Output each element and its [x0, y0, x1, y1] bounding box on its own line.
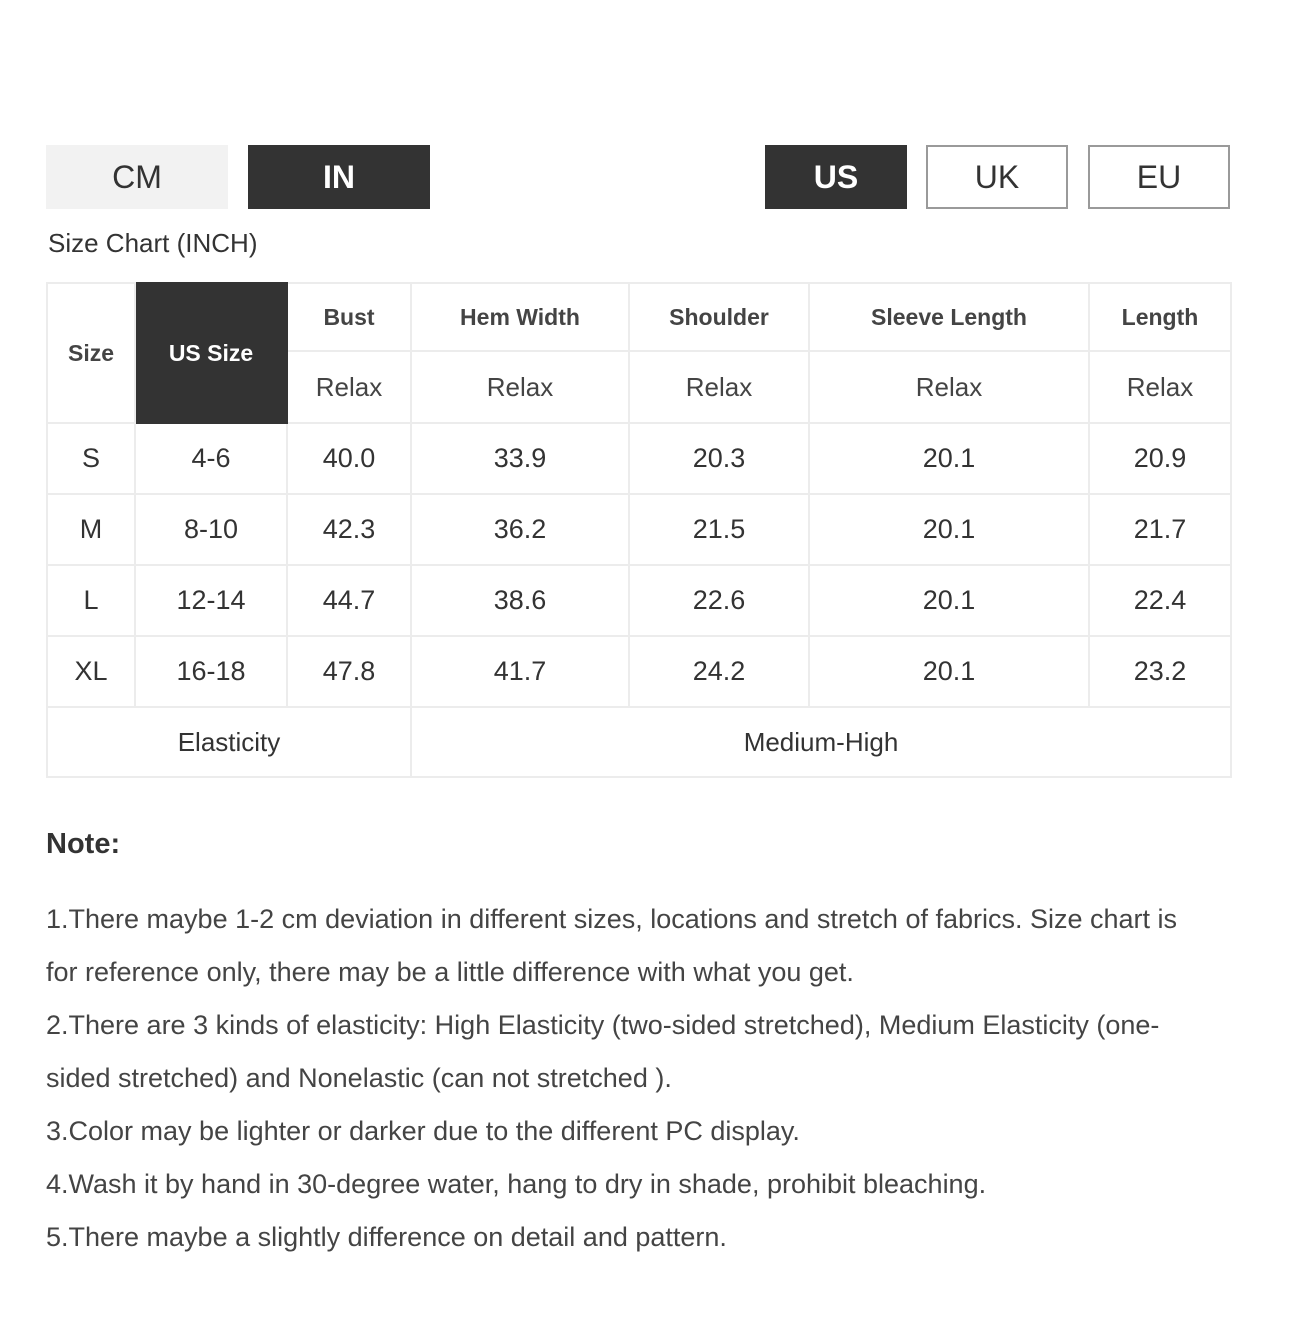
note-title: Note: [46, 828, 121, 860]
cell-hem-width: 36.2 [411, 494, 629, 565]
table-row [47, 423, 1231, 494]
cell-size: XL [47, 636, 135, 707]
region-eu-button[interactable]: EU [1088, 145, 1230, 209]
header-sleeve-length: Sleeve Length [809, 283, 1089, 351]
region-us-button[interactable]: US [765, 145, 907, 209]
cell-hem-width: 33.9 [411, 423, 629, 494]
table-row [47, 636, 1231, 707]
note-item: 3.Color may be lighter or darker due to the different PC display. [46, 1116, 800, 1146]
table-header-row [47, 283, 1231, 351]
cell-hem-width: 41.7 [411, 636, 629, 707]
notes-list [46, 893, 1206, 1264]
cell-us-size: 16-18 [135, 636, 287, 707]
cell-length: 21.7 [1089, 494, 1231, 565]
cell-sleeve-length: 20.1 [809, 565, 1089, 636]
fit-bust: Relax [287, 351, 411, 423]
fit-shoulder: Relax [629, 351, 809, 423]
cell-sleeve-length: 20.1 [809, 494, 1089, 565]
cell-shoulder: 22.6 [629, 565, 809, 636]
cell-bust: 40.0 [287, 423, 411, 494]
cell-shoulder: 20.3 [629, 423, 809, 494]
elasticity-value: Medium-High [411, 707, 1231, 777]
cell-bust: 47.8 [287, 636, 411, 707]
note-item: 4.Wash it by hand in 30-degree water, hang to dry in shade, prohibit bleaching. [46, 1169, 987, 1199]
region-uk-button[interactable]: UK [926, 145, 1068, 209]
cell-shoulder: 21.5 [629, 494, 809, 565]
header-shoulder: Shoulder [629, 283, 809, 351]
size-chart-title: Size Chart (INCH) [48, 228, 258, 258]
fit-hem-width: Relax [411, 351, 629, 423]
cell-shoulder: 24.2 [629, 636, 809, 707]
fit-sleeve-length: Relax [809, 351, 1089, 423]
header-bust: Bust [287, 283, 411, 351]
cell-us-size: 8-10 [135, 494, 287, 565]
header-hem-width: Hem Width [411, 283, 629, 351]
cell-size: S [47, 423, 135, 494]
header-size: Size [47, 283, 135, 423]
cell-bust: 42.3 [287, 494, 411, 565]
cell-us-size: 4-6 [135, 423, 287, 494]
table-row [47, 565, 1231, 636]
cell-sleeve-length: 20.1 [809, 423, 1089, 494]
cell-length: 20.9 [1089, 423, 1231, 494]
elasticity-label: Elasticity [47, 707, 411, 777]
table-row [47, 494, 1231, 565]
note-item: 1.There maybe 1-2 cm deviation in different sizes, locations and stretch of fabrics. Size chart is for reference only, there may be a little difference with what you get. [46, 904, 1178, 987]
header-us-size: US Size [135, 283, 287, 423]
cell-length: 22.4 [1089, 565, 1231, 636]
elasticity-row [47, 707, 1231, 777]
fit-length: Relax [1089, 351, 1231, 423]
cell-length: 23.2 [1089, 636, 1231, 707]
cell-size: M [47, 494, 135, 565]
cell-hem-width: 38.6 [411, 565, 629, 636]
unit-in-button[interactable]: IN [248, 145, 430, 209]
cell-sleeve-length: 20.1 [809, 636, 1089, 707]
header-length: Length [1089, 283, 1231, 351]
cell-bust: 44.7 [287, 565, 411, 636]
size-table [46, 282, 1232, 778]
unit-cm-button[interactable]: CM [46, 145, 228, 209]
cell-us-size: 12-14 [135, 565, 287, 636]
note-item: 2.There are 3 kinds of elasticity: High Elasticity (two-sided stretched), Medium Elasticity (one-sided stretched) and Nonelastic (can not stretched ). [46, 1010, 1160, 1093]
note-item: 5.There maybe a slightly difference on detail and pattern. [46, 1222, 727, 1252]
cell-size: L [47, 565, 135, 636]
